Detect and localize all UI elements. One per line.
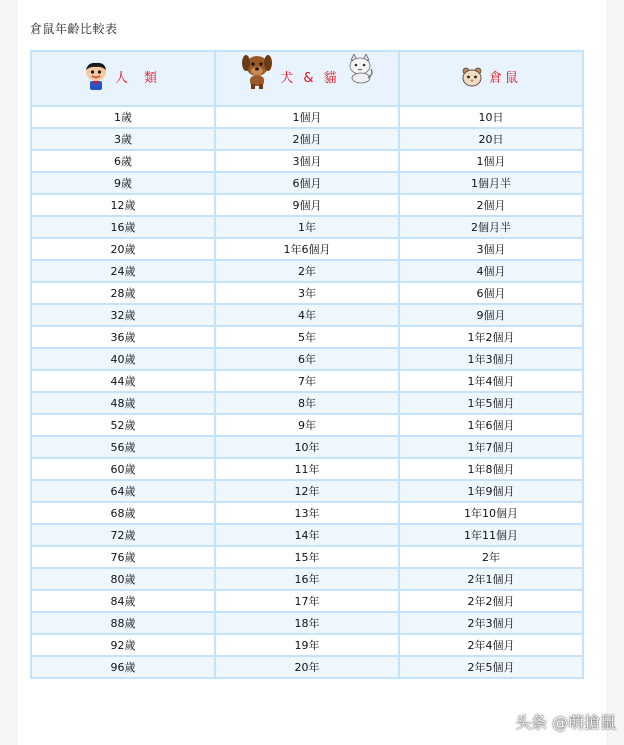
cell-hamster-age: 1年7個月 xyxy=(400,437,582,457)
cell-human-age: 68歲 xyxy=(32,503,214,523)
cell-dog-cat-age: 20年 xyxy=(216,657,398,677)
cell-hamster-age: 4個月 xyxy=(400,261,582,281)
cell-human-age: 84歲 xyxy=(32,591,214,611)
cell-human-age: 72歲 xyxy=(32,525,214,545)
cell-hamster-age: 3個月 xyxy=(400,239,582,259)
cell-dog-cat-age: 3個月 xyxy=(216,151,398,171)
table-row xyxy=(32,459,582,479)
cell-hamster-age: 1年3個月 xyxy=(400,349,582,369)
header-dog-cat-label: 犬 & 貓 xyxy=(280,71,340,86)
cell-dog-cat-age: 18年 xyxy=(216,613,398,633)
cell-dog-cat-age: 3年 xyxy=(216,283,398,303)
cell-dog-cat-age: 12年 xyxy=(216,481,398,501)
table-row xyxy=(32,151,582,171)
table-header-row xyxy=(32,52,582,105)
cell-dog-cat-age: 17年 xyxy=(216,591,398,611)
white-cat-icon xyxy=(346,54,374,84)
cell-dog-cat-age: 9年 xyxy=(216,415,398,435)
cell-hamster-age: 1年6個月 xyxy=(400,415,582,435)
cell-hamster-age: 1年8個月 xyxy=(400,459,582,479)
cell-human-age: 48歲 xyxy=(32,393,214,413)
table-row xyxy=(32,327,582,347)
table-row xyxy=(32,371,582,391)
cell-human-age: 96歲 xyxy=(32,657,214,677)
cell-dog-cat-age: 1年 xyxy=(216,217,398,237)
cell-dog-cat-age: 10年 xyxy=(216,437,398,457)
cell-hamster-age: 2年5個月 xyxy=(400,657,582,677)
header-human-label: 人 類 xyxy=(114,71,164,86)
cell-hamster-age: 1年11個月 xyxy=(400,525,582,545)
cell-dog-cat-age: 7年 xyxy=(216,371,398,391)
cell-human-age: 64歲 xyxy=(32,481,214,501)
table-row xyxy=(32,129,582,149)
cell-human-age: 6歲 xyxy=(32,151,214,171)
table-row xyxy=(32,547,582,567)
brown-dog-icon xyxy=(240,51,274,91)
table-row xyxy=(32,591,582,611)
page-caption: 倉鼠年齡比較表 xyxy=(30,22,118,36)
table-row xyxy=(32,195,582,215)
table-row xyxy=(32,349,582,369)
cell-human-age: 1歲 xyxy=(32,107,214,127)
header-hamster-label: 倉鼠 xyxy=(488,71,521,86)
cell-dog-cat-age: 2個月 xyxy=(216,129,398,149)
table-row xyxy=(32,217,582,237)
cell-human-age: 16歲 xyxy=(32,217,214,237)
watermark: 头条 @萌搶鼠 xyxy=(515,713,617,732)
cell-dog-cat-age: 13年 xyxy=(216,503,398,523)
cell-human-age: 44歲 xyxy=(32,371,214,391)
header-hamster xyxy=(400,52,582,105)
cell-hamster-age: 2年3個月 xyxy=(400,613,582,633)
cell-human-age: 60歲 xyxy=(32,459,214,479)
cell-dog-cat-age: 5年 xyxy=(216,327,398,347)
cell-hamster-age: 2年2個月 xyxy=(400,591,582,611)
cell-hamster-age: 2個月半 xyxy=(400,217,582,237)
cell-dog-cat-age: 11年 xyxy=(216,459,398,479)
cell-dog-cat-age: 9個月 xyxy=(216,195,398,215)
table-row xyxy=(32,393,582,413)
boy-face-icon xyxy=(83,61,109,93)
table-row xyxy=(32,613,582,633)
cell-human-age: 9歲 xyxy=(32,173,214,193)
table-row xyxy=(32,173,582,193)
cell-human-age: 40歲 xyxy=(32,349,214,369)
cell-human-age: 52歲 xyxy=(32,415,214,435)
cell-human-age: 12歲 xyxy=(32,195,214,215)
cell-hamster-age: 2個月 xyxy=(400,195,582,215)
cell-human-age: 20歲 xyxy=(32,239,214,259)
table-body xyxy=(32,107,582,677)
cell-dog-cat-age: 19年 xyxy=(216,635,398,655)
table-row xyxy=(32,415,582,435)
cell-human-age: 80歲 xyxy=(32,569,214,589)
table-row xyxy=(32,239,582,259)
cell-human-age: 24歲 xyxy=(32,261,214,281)
header-dog-cat xyxy=(216,52,398,105)
cell-dog-cat-age: 15年 xyxy=(216,547,398,567)
cell-dog-cat-age: 16年 xyxy=(216,569,398,589)
cell-hamster-age: 1年2個月 xyxy=(400,327,582,347)
cell-human-age: 32歲 xyxy=(32,305,214,325)
cell-dog-cat-age: 2年 xyxy=(216,261,398,281)
cell-human-age: 88歲 xyxy=(32,613,214,633)
cell-hamster-age: 1年9個月 xyxy=(400,481,582,501)
table-row xyxy=(32,437,582,457)
cell-dog-cat-age: 1年6個月 xyxy=(216,239,398,259)
cell-dog-cat-age: 6個月 xyxy=(216,173,398,193)
cell-human-age: 56歲 xyxy=(32,437,214,457)
table-row xyxy=(32,107,582,127)
cell-hamster-age: 10日 xyxy=(400,107,582,127)
cell-hamster-age: 1年5個月 xyxy=(400,393,582,413)
hamster-face-icon xyxy=(461,67,483,87)
cell-human-age: 36歲 xyxy=(32,327,214,347)
cell-hamster-age: 2年4個月 xyxy=(400,635,582,655)
cell-hamster-age: 1個月半 xyxy=(400,173,582,193)
cell-dog-cat-age: 8年 xyxy=(216,393,398,413)
cell-hamster-age: 2年 xyxy=(400,547,582,567)
table-row xyxy=(32,481,582,501)
cell-hamster-age: 6個月 xyxy=(400,283,582,303)
cell-hamster-age: 1年4個月 xyxy=(400,371,582,391)
table-row xyxy=(32,525,582,545)
cell-hamster-age: 1個月 xyxy=(400,151,582,171)
header-human xyxy=(32,52,214,105)
cell-human-age: 3歲 xyxy=(32,129,214,149)
cell-hamster-age: 9個月 xyxy=(400,305,582,325)
table-row xyxy=(32,503,582,523)
cell-dog-cat-age: 1個月 xyxy=(216,107,398,127)
cell-dog-cat-age: 6年 xyxy=(216,349,398,369)
cell-hamster-age: 1年10個月 xyxy=(400,503,582,523)
table-row xyxy=(32,635,582,655)
table-row xyxy=(32,305,582,325)
cell-human-age: 76歲 xyxy=(32,547,214,567)
table-row xyxy=(32,261,582,281)
table-row xyxy=(32,657,582,677)
cell-dog-cat-age: 14年 xyxy=(216,525,398,545)
cell-hamster-age: 2年1個月 xyxy=(400,569,582,589)
cell-hamster-age: 20日 xyxy=(400,129,582,149)
table-row xyxy=(32,569,582,589)
table-row xyxy=(32,283,582,303)
cell-dog-cat-age: 4年 xyxy=(216,305,398,325)
age-comparison-table xyxy=(30,50,584,679)
cell-human-age: 92歲 xyxy=(32,635,214,655)
cell-human-age: 28歲 xyxy=(32,283,214,303)
